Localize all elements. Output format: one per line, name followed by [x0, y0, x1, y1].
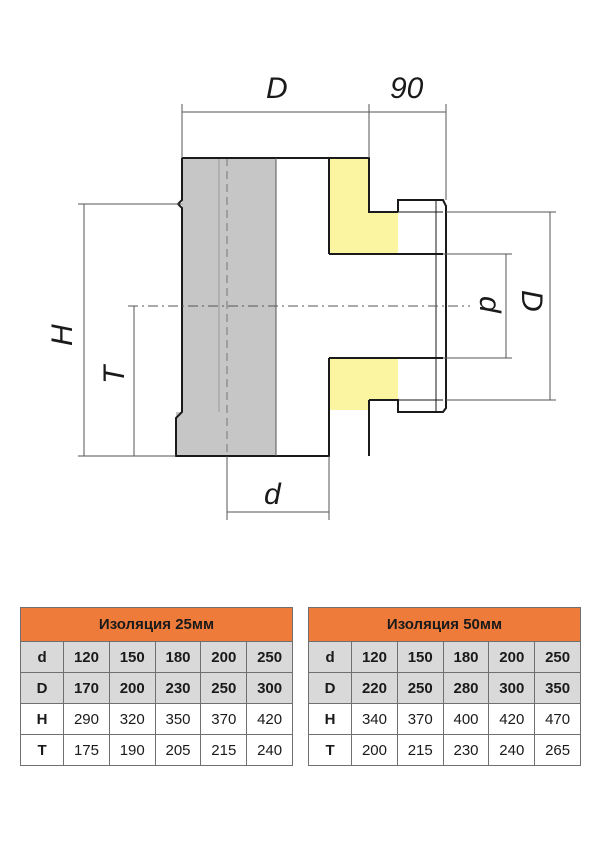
table-row-d — [21, 642, 293, 673]
table-cell: 180 — [155, 642, 201, 673]
table-cell: 350 — [535, 673, 581, 704]
table-cell: 350 — [155, 704, 201, 735]
row-label: H — [21, 704, 64, 735]
label-top-D: D — [266, 72, 288, 105]
table-row-T — [21, 735, 293, 766]
table-cell: 400 — [443, 704, 489, 735]
table-cell: 200 — [489, 642, 535, 673]
table-cell: 370 — [397, 704, 443, 735]
table-cell: 370 — [201, 704, 247, 735]
table-cell: 300 — [489, 673, 535, 704]
table-row-H — [21, 704, 293, 735]
table-row-H — [309, 704, 581, 735]
row-label: D — [309, 673, 352, 704]
row-label: D — [21, 673, 64, 704]
table-cell: 200 — [352, 735, 398, 766]
table-cell: 205 — [155, 735, 201, 766]
table-cell: 190 — [109, 735, 155, 766]
table-cell: 250 — [247, 642, 293, 673]
table-cell: 120 — [64, 642, 110, 673]
label-right-D: D — [515, 290, 548, 312]
table-cell: 150 — [109, 642, 155, 673]
table-title: Изоляция 50мм — [309, 608, 581, 642]
table-cell: 290 — [64, 704, 110, 735]
table-cell: 265 — [535, 735, 581, 766]
label-top-90: 90 — [390, 72, 424, 105]
table-cell: 240 — [247, 735, 293, 766]
table-cell: 420 — [489, 704, 535, 735]
table-cell: 200 — [109, 673, 155, 704]
label-bottom-d: d — [264, 478, 281, 511]
label-left-H: H — [46, 324, 79, 346]
table-cell: 280 — [443, 673, 489, 704]
row-label: H — [309, 704, 352, 735]
table-cell: 300 — [247, 673, 293, 704]
table-cell: 320 — [109, 704, 155, 735]
table-cell: 420 — [247, 704, 293, 735]
table-cell: 470 — [535, 704, 581, 735]
label-right-d: d — [473, 296, 506, 313]
table-row-D — [21, 673, 293, 704]
table-row-T — [309, 735, 581, 766]
table-cell: 175 — [64, 735, 110, 766]
table-cell: 230 — [443, 735, 489, 766]
table-cell: 240 — [489, 735, 535, 766]
row-label: T — [309, 735, 352, 766]
table-cell: 250 — [201, 673, 247, 704]
table-cell: 215 — [201, 735, 247, 766]
row-label: d — [309, 642, 352, 673]
table-cell: 215 — [397, 735, 443, 766]
table-title: Изоляция 25мм — [21, 608, 293, 642]
table-cell: 230 — [155, 673, 201, 704]
table-cell: 340 — [352, 704, 398, 735]
table-cell: 150 — [397, 642, 443, 673]
table-cell: 170 — [64, 673, 110, 704]
spec-table-50mm — [308, 607, 581, 766]
label-left-T: T — [98, 365, 131, 384]
table-cell: 200 — [201, 642, 247, 673]
spec-table-25mm — [20, 607, 293, 766]
table-cell: 180 — [443, 642, 489, 673]
insulation-upper — [329, 158, 398, 254]
pipe-socket-bottom — [176, 412, 276, 456]
table-cell: 250 — [397, 673, 443, 704]
row-label: d — [21, 642, 64, 673]
table-cell: 250 — [535, 642, 581, 673]
table-cell: 220 — [352, 673, 398, 704]
table-row-D — [309, 673, 581, 704]
table-row-d — [309, 642, 581, 673]
pipe-body-gray — [182, 158, 276, 456]
insulation-lower — [329, 358, 398, 410]
row-label: T — [21, 735, 64, 766]
table-cell: 120 — [352, 642, 398, 673]
